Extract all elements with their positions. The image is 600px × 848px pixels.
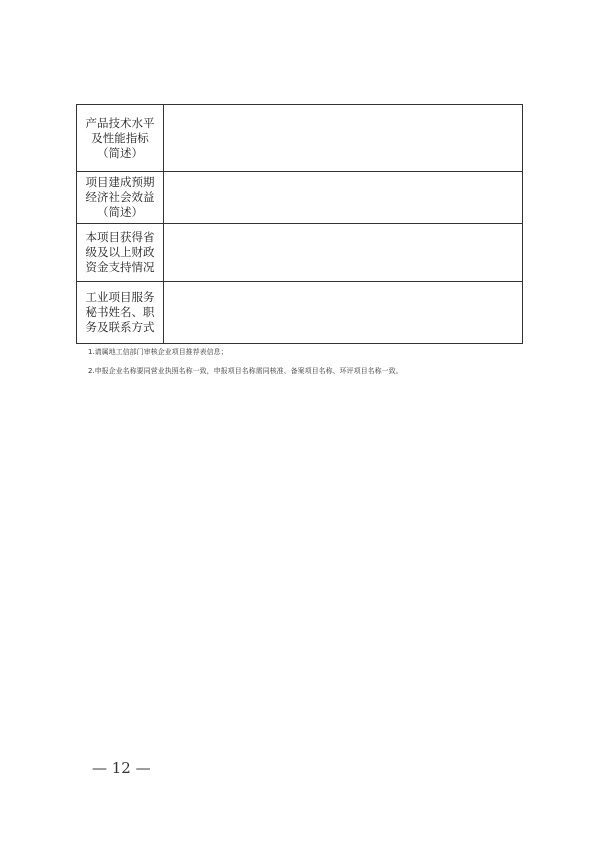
row-value-tech-level[interactable] [164, 105, 523, 172]
table-row [77, 282, 523, 344]
table-row [77, 172, 523, 224]
row-label-fiscal-support: 本项目获得省级及以上财政资金支持情况 [77, 224, 164, 282]
row-label-expected-benefits: 项目建成预期经济社会效益（简述） [77, 172, 164, 224]
row-value-expected-benefits[interactable] [164, 172, 523, 224]
row-value-fiscal-support[interactable] [164, 224, 523, 282]
note-item: 1.请属地工信部门审核企业项目推荐表信息； [88, 348, 228, 356]
project-info-table [76, 104, 523, 344]
page-number: — 12 — [92, 759, 151, 777]
row-label-tech-level: 产品技术水平及性能指标（简述） [77, 105, 164, 172]
row-value-service-secretary[interactable] [164, 282, 523, 344]
table-row [77, 224, 523, 282]
note-item: 2.申报企业名称要同营业执照名称一致，申报项目名称需同核准、备案项目名称、环评项目名称一致。 [88, 367, 403, 375]
notes-section [88, 348, 528, 386]
table-row [77, 105, 523, 172]
row-label-service-secretary: 工业项目服务秘书姓名、职务及联系方式 [77, 282, 164, 344]
